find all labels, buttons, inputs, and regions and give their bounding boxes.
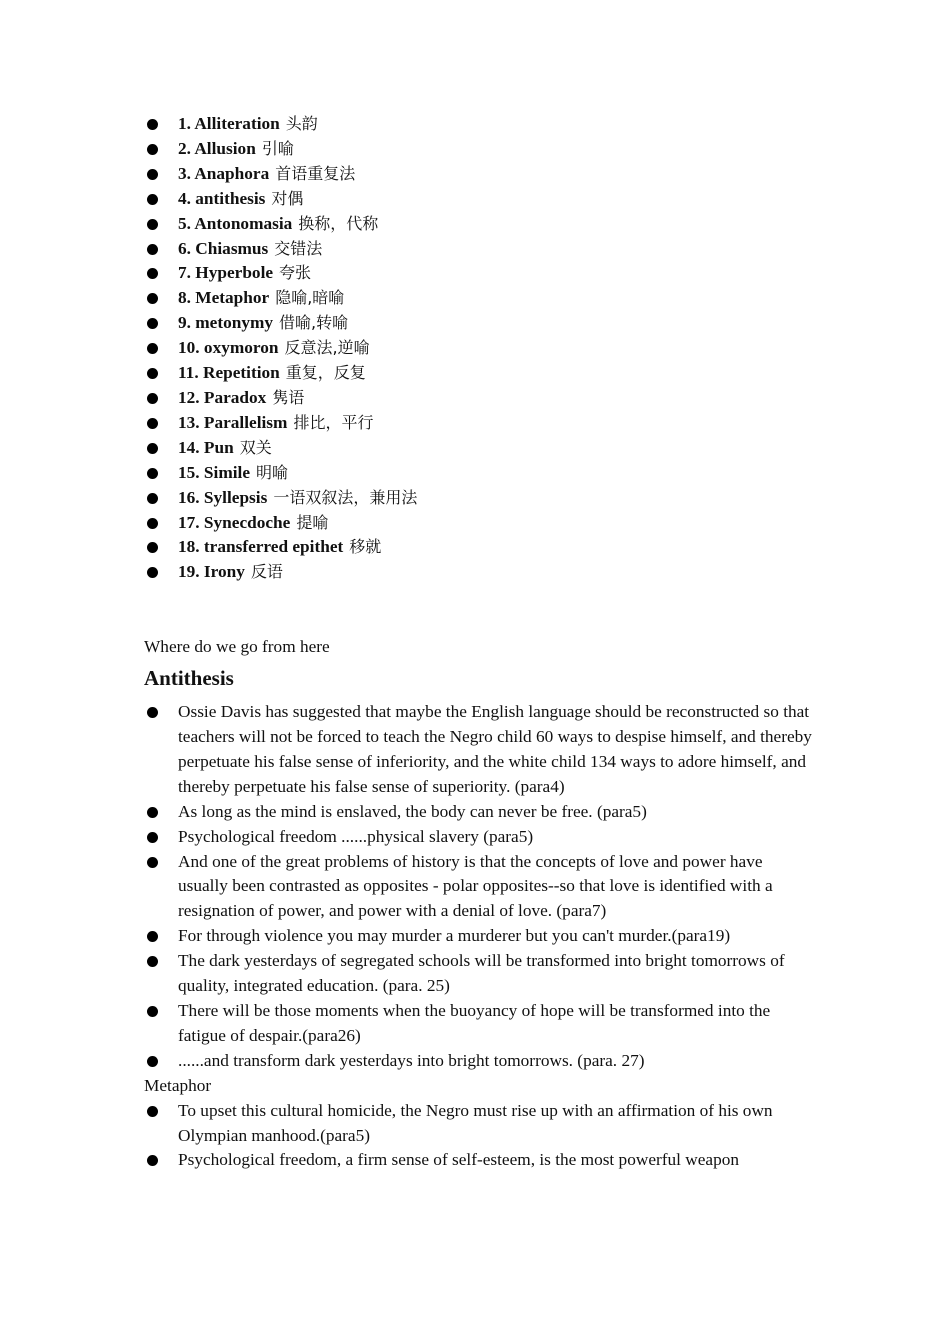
list-item [144, 112, 814, 137]
device-term: 17. Synecdoche [178, 512, 291, 532]
blank-space [144, 585, 814, 635]
list-item [144, 486, 814, 511]
list-item [144, 511, 814, 536]
list-item [144, 336, 814, 361]
list-item [144, 411, 814, 436]
device-translation: 首语重复法 [275, 163, 356, 183]
device-translation: 隐喻,暗喻 [275, 288, 345, 308]
antithesis-list [144, 700, 814, 1074]
list-item: There will be those moments when the buoyancy of hope will be transformed into the fatigue of despair.(para26) [144, 999, 814, 1049]
device-translation: 头韵 [285, 114, 318, 133]
device-term: 3. Anaphora [178, 163, 270, 183]
device-term: 5. Antonomasia [178, 213, 293, 233]
device-term: 8. Metaphor [178, 288, 270, 308]
metaphor-list [144, 1099, 814, 1174]
device-translation: 重复，反复 [285, 363, 366, 383]
device-translation: 对偶 [271, 188, 304, 208]
device-translation: 换称，代称 [298, 213, 379, 233]
list-item [144, 436, 814, 461]
device-translation: 排比，平行 [293, 412, 374, 432]
device-term: 12. Paradox [178, 387, 267, 407]
device-translation: 隽语 [272, 387, 305, 407]
device-translation: 双关 [239, 437, 272, 457]
list-item [144, 311, 814, 336]
device-term: 4. antithesis [178, 188, 266, 208]
device-term: 1. Alliteration [178, 114, 280, 133]
device-term: 9. metonymy [178, 313, 274, 333]
list-item [144, 137, 814, 162]
subtitle: Where do we go from here [144, 637, 330, 657]
list-item [144, 535, 814, 560]
device-translation: 引喻 [261, 138, 294, 158]
list-item [144, 237, 814, 262]
device-translation: 借喻,转喻 [279, 313, 349, 333]
device-term: 6. Chiasmus [178, 238, 269, 258]
list-item: As long as the mind is enslaved, the body can never be free. (para5) [144, 800, 814, 825]
list-item: To upset this cultural homicide, the Negro must rise up with an affirmation of his own Olympian manhood.(para5) [144, 1099, 814, 1149]
device-translation: 一语双叙法，兼用法 [273, 487, 418, 507]
list-item [144, 187, 814, 212]
list-item [144, 261, 814, 286]
list-item [144, 162, 814, 187]
device-translation: 夸张 [279, 263, 312, 283]
list-item: The dark yesterdays of segregated schools will be transformed into bright tomorrows of quality, integrated education. (para. 25) [144, 949, 814, 999]
list-item [144, 461, 814, 486]
device-term: 10. oxymoron [178, 338, 279, 358]
device-translation: 反语 [250, 562, 283, 582]
list-item: Psychological freedom ......physical slavery (para5) [144, 825, 814, 850]
device-term: 18. transferred epithet [178, 537, 344, 557]
device-term: 19. Irony [178, 562, 245, 582]
list-item: ......and transform dark yesterdays into bright tomorrows. (para. 27) [144, 1049, 814, 1074]
device-translation: 移就 [349, 537, 382, 557]
document-content [144, 112, 814, 1173]
metaphor-heading: Metaphor [144, 1075, 212, 1095]
device-translation: 提喻 [296, 512, 329, 532]
antithesis-heading: Antithesis [144, 666, 234, 691]
list-item [144, 212, 814, 237]
device-translation: 反意法,逆喻 [284, 338, 370, 358]
device-translation: 明喻 [256, 462, 289, 482]
device-translation: 交错法 [274, 238, 323, 258]
list-item [144, 361, 814, 386]
device-term: 16. Syllepsis [178, 487, 268, 507]
rhetorical-devices-list [144, 112, 814, 585]
list-item [144, 560, 814, 585]
list-item: Ossie Davis has suggested that maybe the English language should be reconstructed so that teachers will not be forced to teach the Negro child 60 ways to despise himself, and thereby perpetuate his false sense of inferiority, and the white child 134 ways to adore himself, and thereby perpetuate his false sense of superiority. (para4) [144, 700, 814, 800]
device-term: 11. Repetition [178, 363, 280, 383]
list-item: Psychological freedom, a firm sense of self-esteem, is the most powerful weapon [144, 1148, 814, 1173]
list-item [144, 286, 814, 311]
device-term: 7. Hyperbole [178, 263, 274, 283]
list-item [144, 386, 814, 411]
device-term: 2. Allusion [178, 138, 256, 158]
device-term: 13. Parallelism [178, 412, 288, 432]
device-term: 14. Pun [178, 437, 234, 457]
list-item: And one of the great problems of history is that the concepts of love and power have usually been contrasted as opposites - polar opposites--so that love is identified with a resignation of power, and power with a denial of love. (para7) [144, 850, 814, 925]
device-term: 15. Simile [178, 462, 251, 482]
list-item: For through violence you may murder a murderer but you can't murder.(para19) [144, 924, 814, 949]
